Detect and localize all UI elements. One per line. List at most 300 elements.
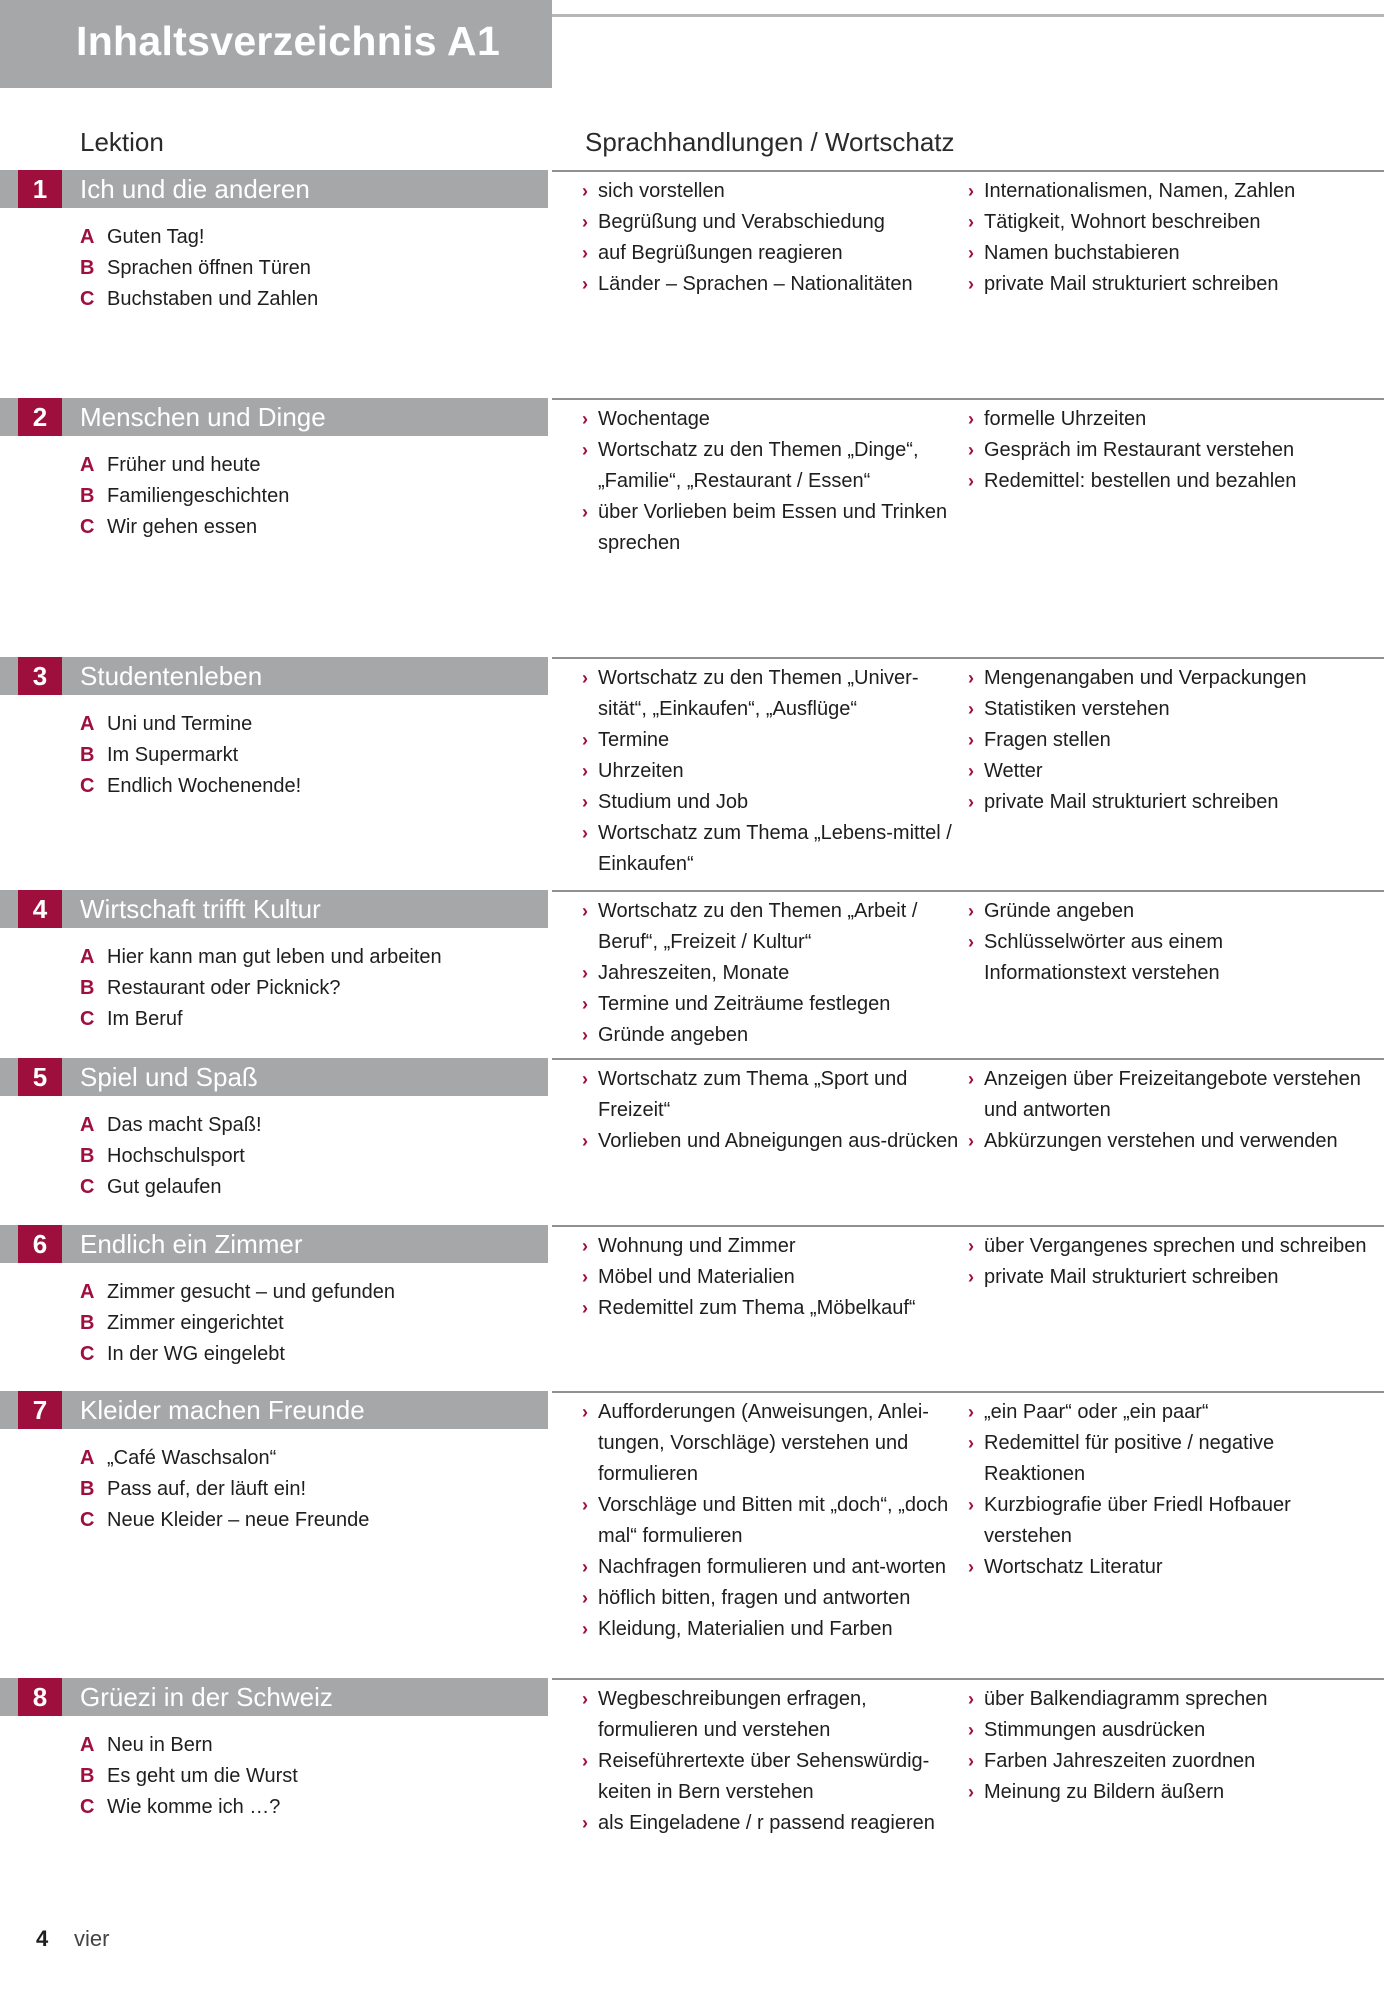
skills-column-1	[582, 404, 960, 559]
unit-letter: A	[80, 226, 95, 248]
chevron-right-icon: ›	[582, 440, 588, 460]
skills-item-text: Redemittel für positive / negative Reaktionen	[984, 1432, 1275, 1485]
skills-item	[582, 989, 960, 1020]
skills-item	[582, 1614, 960, 1645]
chevron-right-icon: ›	[582, 730, 588, 750]
unit-letter: C	[80, 1008, 95, 1030]
skills-item	[582, 818, 960, 880]
skills-item-text: Kurzbiografie über Friedl Hofbauer verstehen	[984, 1494, 1291, 1547]
page-number: 4	[36, 1926, 49, 1951]
unit-list	[80, 709, 301, 802]
skills-item-text: Kleidung, Materialien und Farben	[598, 1618, 893, 1640]
skills-column-1	[582, 896, 960, 1051]
unit-item	[80, 1339, 395, 1370]
skills-item	[582, 435, 960, 497]
skills-column-1	[582, 1684, 960, 1839]
lesson-number-badge: 5	[18, 1058, 62, 1096]
chevron-right-icon: ›	[582, 212, 588, 232]
chevron-right-icon: ›	[968, 901, 974, 921]
unit-title: Uni und Termine	[107, 713, 253, 735]
unit-list	[80, 942, 442, 1035]
skills-item	[968, 269, 1368, 300]
chevron-right-icon: ›	[582, 1025, 588, 1045]
chevron-right-icon: ›	[582, 1402, 588, 1422]
chevron-right-icon: ›	[582, 761, 588, 781]
skills-item	[968, 663, 1368, 694]
lesson-title: Kleider machen Freunde	[80, 1395, 365, 1425]
skills-list	[968, 404, 1368, 497]
chevron-right-icon: ›	[968, 181, 974, 201]
skills-item	[968, 1064, 1368, 1126]
lesson-divider	[552, 1225, 1384, 1227]
skills-item-text: Farben Jahreszeiten zuordnen	[984, 1750, 1256, 1772]
unit-title: Neu in Bern	[107, 1734, 213, 1756]
unit-title: Es geht um die Wurst	[107, 1765, 298, 1787]
unit-letter: B	[80, 1478, 95, 1500]
unit-title: Zimmer gesucht – und gefunden	[107, 1281, 395, 1303]
skills-item	[968, 927, 1368, 989]
skills-item-text: Anzeigen über Freizeitangebote verstehen und antworten	[984, 1068, 1361, 1121]
skills-item	[582, 1293, 960, 1324]
skills-item	[968, 1684, 1368, 1715]
chevron-right-icon: ›	[582, 1495, 588, 1515]
skills-item	[968, 756, 1368, 787]
skills-list	[968, 896, 1368, 989]
unit-title: Endlich Wochenende!	[107, 775, 302, 797]
skills-item	[582, 896, 960, 958]
skills-column-1	[582, 1064, 960, 1157]
skills-item	[582, 1583, 960, 1614]
unit-title: Guten Tag!	[107, 226, 205, 248]
skills-item	[582, 238, 960, 269]
skills-item	[582, 269, 960, 300]
skills-item	[582, 176, 960, 207]
unit-title: Pass auf, der läuft ein!	[107, 1478, 307, 1500]
unit-title: Hochschulsport	[107, 1145, 245, 1167]
unit-item	[80, 253, 318, 284]
unit-item	[80, 973, 442, 1004]
lesson-title: Spiel und Spaß	[80, 1062, 258, 1092]
chevron-right-icon: ›	[968, 243, 974, 263]
lesson-header-bar	[0, 890, 548, 928]
chevron-right-icon: ›	[582, 181, 588, 201]
skills-item	[582, 1231, 960, 1262]
skills-list	[582, 663, 960, 880]
chevron-right-icon: ›	[968, 730, 974, 750]
skills-item-text: formelle Uhrzeiten	[984, 408, 1147, 430]
chevron-right-icon: ›	[968, 1751, 974, 1771]
lesson-number-badge: 3	[18, 657, 62, 695]
skills-item	[582, 497, 960, 559]
skills-list	[582, 1231, 960, 1324]
lesson-header-bar	[0, 398, 548, 436]
chevron-right-icon: ›	[968, 1782, 974, 1802]
skills-item-text: Redemittel zum Thema „Möbelkauf“	[598, 1297, 916, 1319]
chevron-right-icon: ›	[968, 761, 974, 781]
skills-item	[582, 1020, 960, 1051]
skills-list	[582, 176, 960, 300]
unit-letter: C	[80, 1176, 95, 1198]
unit-item	[80, 771, 301, 802]
skills-item-text: Länder – Sprachen – Nationalitäten	[598, 273, 913, 295]
lesson-title: Grüezi in der Schweiz	[80, 1682, 333, 1712]
unit-letter: C	[80, 288, 95, 310]
skills-column-2	[968, 663, 1368, 818]
top-rule	[552, 14, 1384, 17]
chevron-right-icon: ›	[968, 212, 974, 232]
skills-item-text: Jahreszeiten, Monate	[598, 962, 790, 984]
skills-item-text: sich vorstellen	[598, 180, 725, 202]
unit-item	[80, 1004, 442, 1035]
skills-item-text: Reiseführertexte über Sehenswürdig-keiten in Bern verstehen	[598, 1750, 930, 1803]
skills-item-text: Nachfragen formulieren und ant-worten	[598, 1556, 946, 1578]
skills-list	[582, 896, 960, 1051]
skills-item-text: Möbel und Materialien	[598, 1266, 795, 1288]
unit-item	[80, 1172, 262, 1203]
unit-letter: B	[80, 1765, 95, 1787]
unit-item	[80, 222, 318, 253]
chevron-right-icon: ›	[582, 901, 588, 921]
skills-item-text: Termine und Zeiträume festlegen	[598, 993, 891, 1015]
skills-item-text: Statistiken verstehen	[984, 698, 1170, 720]
lesson-divider	[552, 398, 1384, 400]
unit-item	[80, 1505, 369, 1536]
unit-item	[80, 740, 301, 771]
skills-item-text: Wohnung und Zimmer	[598, 1235, 796, 1257]
skills-column-2	[968, 1684, 1368, 1808]
skills-item-text: Wochentage	[598, 408, 710, 430]
unit-title: In der WG eingelebt	[107, 1343, 285, 1365]
unit-item	[80, 1277, 395, 1308]
skills-item-text: Vorlieben und Abneigungen aus-drücken	[598, 1130, 959, 1152]
skills-item	[582, 1126, 960, 1157]
chevron-right-icon: ›	[582, 823, 588, 843]
skills-item-text: Fragen stellen	[984, 729, 1111, 751]
skills-item-text: Begrüßung und Verabschiedung	[598, 211, 885, 233]
unit-letter: C	[80, 1509, 95, 1531]
skills-item-text: über Vergangenes sprechen und schreiben	[984, 1235, 1367, 1257]
skills-item	[582, 404, 960, 435]
unit-item	[80, 1308, 395, 1339]
skills-column-2	[968, 176, 1368, 300]
unit-letter: B	[80, 1145, 95, 1167]
skills-item	[968, 207, 1368, 238]
lesson-divider	[552, 1058, 1384, 1060]
unit-title: Hier kann man gut leben und arbeiten	[107, 946, 442, 968]
chevron-right-icon: ›	[968, 1689, 974, 1709]
skills-item	[582, 1262, 960, 1293]
lesson-number-badge: 4	[18, 890, 62, 928]
unit-letter: A	[80, 1114, 95, 1136]
column-header-lesson: Lektion	[80, 127, 164, 157]
unit-letter: C	[80, 775, 95, 797]
skills-item-text: Schlüsselwörter aus einem Informationstext verstehen	[984, 931, 1223, 984]
chevron-right-icon: ›	[968, 792, 974, 812]
unit-title: Zimmer eingerichtet	[107, 1312, 284, 1334]
unit-title: Im Supermarkt	[107, 744, 239, 766]
chevron-right-icon: ›	[968, 1495, 974, 1515]
chevron-right-icon: ›	[968, 1720, 974, 1740]
skills-item	[582, 1064, 960, 1126]
lesson-title: Ich und die anderen	[80, 174, 310, 204]
skills-list	[582, 404, 960, 559]
skills-item	[968, 238, 1368, 269]
unit-letter: B	[80, 977, 95, 999]
lesson-number-badge: 2	[18, 398, 62, 436]
chevron-right-icon: ›	[582, 1236, 588, 1256]
skills-list	[968, 176, 1368, 300]
skills-item-text: Mengenangaben und Verpackungen	[984, 667, 1307, 689]
chevron-right-icon: ›	[968, 1433, 974, 1453]
chevron-right-icon: ›	[968, 932, 974, 952]
skills-item	[968, 1746, 1368, 1777]
unit-title: Restaurant oder Picknick?	[107, 977, 341, 999]
unit-item	[80, 942, 442, 973]
skills-item	[582, 207, 960, 238]
unit-letter: A	[80, 1734, 95, 1756]
skills-item	[968, 404, 1368, 435]
chevron-right-icon: ›	[582, 1751, 588, 1771]
skills-item-text: Wegbeschreibungen erfragen, formulieren und verstehen	[598, 1688, 867, 1741]
unit-letter: A	[80, 1281, 95, 1303]
skills-item-text: private Mail strukturiert schreiben	[984, 791, 1279, 813]
skills-item	[968, 1397, 1368, 1428]
skills-item	[968, 787, 1368, 818]
chevron-right-icon: ›	[582, 409, 588, 429]
unit-title: Das macht Spaß!	[107, 1114, 262, 1136]
chevron-right-icon: ›	[582, 1689, 588, 1709]
skills-list	[582, 1397, 960, 1645]
skills-column-2	[968, 1231, 1368, 1293]
unit-title: Buchstaben und Zahlen	[107, 288, 319, 310]
chevron-right-icon: ›	[968, 1402, 974, 1422]
column-header-skills: Sprachhandlungen / Wortschatz	[585, 127, 955, 157]
unit-title: Neue Kleider – neue Freunde	[107, 1509, 370, 1531]
unit-item	[80, 1761, 298, 1792]
skills-item-text: Redemittel: bestellen und bezahlen	[984, 470, 1297, 492]
skills-item-text: auf Begrüßungen reagieren	[598, 242, 843, 264]
unit-letter: B	[80, 744, 95, 766]
lesson-header-bar	[0, 1225, 548, 1263]
unit-title: Wie komme ich …?	[107, 1796, 281, 1818]
chevron-right-icon: ›	[968, 668, 974, 688]
unit-letter: C	[80, 516, 95, 538]
skills-column-2	[968, 1064, 1368, 1157]
lesson-divider	[552, 890, 1384, 892]
unit-letter: B	[80, 257, 95, 279]
chevron-right-icon: ›	[968, 409, 974, 429]
skills-item-text: Termine	[598, 729, 670, 751]
skills-item	[582, 1684, 960, 1746]
skills-column-1	[582, 663, 960, 880]
chevron-right-icon: ›	[582, 1131, 588, 1151]
skills-item	[968, 1262, 1368, 1293]
unit-title: „Café Waschsalon“	[107, 1447, 277, 1469]
lesson-header-bar	[0, 1678, 548, 1716]
skills-item	[582, 1746, 960, 1808]
chevron-right-icon: ›	[582, 1813, 588, 1833]
skills-list	[582, 1064, 960, 1157]
unit-title: Gut gelaufen	[107, 1176, 222, 1198]
chevron-right-icon: ›	[582, 502, 588, 522]
unit-list	[80, 450, 289, 543]
skills-column-2	[968, 404, 1368, 497]
skills-item-text: „ein Paar“ oder „ein paar“	[984, 1401, 1209, 1423]
lesson-title: Studentenleben	[80, 661, 263, 691]
title-bar	[0, 0, 552, 88]
skills-item	[968, 725, 1368, 756]
skills-item	[968, 176, 1368, 207]
unit-letter: A	[80, 1447, 95, 1469]
skills-item	[968, 1231, 1368, 1262]
skills-item-text: als Eingeladene / r passend reagieren	[598, 1812, 935, 1834]
unit-title: Früher und heute	[107, 454, 261, 476]
unit-list	[80, 1443, 369, 1536]
skills-item	[968, 694, 1368, 725]
skills-item-text: Vorschläge und Bitten mit „doch“, „doch mal“ formulieren	[598, 1494, 949, 1547]
chevron-right-icon: ›	[582, 274, 588, 294]
lesson-header-bar	[0, 657, 548, 695]
skills-list	[582, 1684, 960, 1839]
skills-item-text: Wortschatz zu den Themen „Univer-sität“, „Einkaufen“, „Ausflüge“	[598, 667, 919, 720]
unit-letter: A	[80, 946, 95, 968]
unit-title: Wir gehen essen	[107, 516, 258, 538]
skills-item-text: über Balkendiagramm sprechen	[984, 1688, 1268, 1710]
page-title: Inhaltsverzeichnis A1	[76, 18, 501, 64]
lesson-title: Endlich ein Zimmer	[80, 1229, 303, 1259]
skills-item	[582, 663, 960, 725]
unit-letter: C	[80, 1796, 95, 1818]
skills-item-text: Gründe angeben	[984, 900, 1135, 922]
chevron-right-icon: ›	[968, 1069, 974, 1089]
unit-list	[80, 222, 318, 315]
skills-item-text: höflich bitten, fragen und antworten	[598, 1587, 911, 1609]
skills-item	[968, 896, 1368, 927]
lesson-divider	[552, 170, 1384, 172]
chevron-right-icon: ›	[968, 440, 974, 460]
skills-list	[968, 663, 1368, 818]
skills-item-text: Wortschatz zum Thema „Lebens-mittel / Einkaufen“	[598, 822, 952, 875]
unit-item	[80, 1792, 298, 1823]
lesson-number-badge: 1	[18, 170, 62, 208]
skills-item-text: Gründe angeben	[598, 1024, 749, 1046]
skills-item-text: Wortschatz zum Thema „Sport und Freizeit“	[598, 1068, 908, 1121]
lesson-title: Menschen und Dinge	[80, 402, 326, 432]
skills-item-text: private Mail strukturiert schreiben	[984, 273, 1279, 295]
skills-item	[582, 1552, 960, 1583]
skills-item	[968, 1126, 1368, 1157]
skills-column-1	[582, 1397, 960, 1645]
skills-item-text: Tätigkeit, Wohnort beschreiben	[984, 211, 1261, 233]
skills-item	[582, 958, 960, 989]
skills-item-text: Wortschatz zu den Themen „Dinge“, „Familie“, „Restaurant / Essen“	[598, 439, 919, 492]
skills-item	[968, 1777, 1368, 1808]
skills-item	[582, 756, 960, 787]
skills-item-text: Uhrzeiten	[598, 760, 684, 782]
skills-list	[968, 1064, 1368, 1157]
chevron-right-icon: ›	[582, 1557, 588, 1577]
unit-item	[80, 284, 318, 315]
chevron-right-icon: ›	[968, 699, 974, 719]
skills-item	[582, 787, 960, 818]
unit-item	[80, 1730, 298, 1761]
lesson-divider	[552, 1678, 1384, 1680]
lesson-number-badge: 6	[18, 1225, 62, 1263]
chevron-right-icon: ›	[582, 1069, 588, 1089]
skills-list	[968, 1397, 1368, 1583]
unit-list	[80, 1730, 298, 1823]
unit-list	[80, 1110, 262, 1203]
chevron-right-icon: ›	[582, 963, 588, 983]
skills-item-text: Abkürzungen verstehen und verwenden	[984, 1130, 1338, 1152]
skills-item-text: Wortschatz zu den Themen „Arbeit / Beruf“, „Freizeit / Kultur“	[598, 900, 918, 953]
unit-title: Im Beruf	[107, 1008, 183, 1030]
skills-item-text: Studium und Job	[598, 791, 749, 813]
lesson-number-badge: 8	[18, 1678, 62, 1716]
chevron-right-icon: ›	[582, 792, 588, 812]
unit-title: Sprachen öffnen Türen	[107, 257, 311, 279]
skills-list	[968, 1231, 1368, 1293]
skills-item-text: Aufforderungen (Anweisungen, Anlei-tungen, Vorschläge) verstehen und formulieren	[598, 1401, 929, 1485]
skills-item-text: über Vorlieben beim Essen und Trinken sprechen	[598, 501, 948, 554]
unit-item	[80, 1474, 369, 1505]
skills-item-text: Wetter	[984, 760, 1043, 782]
unit-item	[80, 709, 301, 740]
chevron-right-icon: ›	[968, 471, 974, 491]
skills-column-2	[968, 1397, 1368, 1583]
chevron-right-icon: ›	[582, 994, 588, 1014]
chevron-right-icon: ›	[582, 1619, 588, 1639]
skills-item	[968, 1490, 1368, 1552]
skills-item	[968, 466, 1368, 497]
unit-letter: C	[80, 1343, 95, 1365]
skills-item	[968, 1428, 1368, 1490]
lesson-header-bar	[0, 170, 548, 208]
unit-letter: B	[80, 1312, 95, 1334]
lesson-header-bar	[0, 1391, 548, 1429]
chevron-right-icon: ›	[582, 668, 588, 688]
skills-item-text: Wortschatz Literatur	[984, 1556, 1163, 1578]
lesson-title: Wirtschaft trifft Kultur	[80, 894, 321, 924]
skills-column-1	[582, 1231, 960, 1324]
skills-item-text: Stimmungen ausdrücken	[984, 1719, 1206, 1741]
unit-item	[80, 1141, 262, 1172]
unit-item	[80, 481, 289, 512]
skills-column-2	[968, 896, 1368, 989]
unit-item	[80, 1110, 262, 1141]
lesson-number-badge: 7	[18, 1391, 62, 1429]
skills-item	[582, 725, 960, 756]
skills-list	[968, 1684, 1368, 1808]
chevron-right-icon: ›	[968, 1131, 974, 1151]
skills-item	[582, 1808, 960, 1839]
chevron-right-icon: ›	[968, 274, 974, 294]
unit-letter: A	[80, 454, 95, 476]
unit-list	[80, 1277, 395, 1370]
chevron-right-icon: ›	[968, 1236, 974, 1256]
skills-item-text: Gespräch im Restaurant verstehen	[984, 439, 1295, 461]
chevron-right-icon: ›	[968, 1557, 974, 1577]
unit-letter: B	[80, 485, 95, 507]
skills-item-text: Internationalismen, Namen, Zahlen	[984, 180, 1296, 202]
chevron-right-icon: ›	[968, 1267, 974, 1287]
skills-item	[582, 1490, 960, 1552]
chevron-right-icon: ›	[582, 1267, 588, 1287]
lesson-header-bar	[0, 1058, 548, 1096]
page-number-word: vier	[74, 1926, 110, 1951]
unit-item	[80, 512, 289, 543]
skills-item-text: private Mail strukturiert schreiben	[984, 1266, 1279, 1288]
